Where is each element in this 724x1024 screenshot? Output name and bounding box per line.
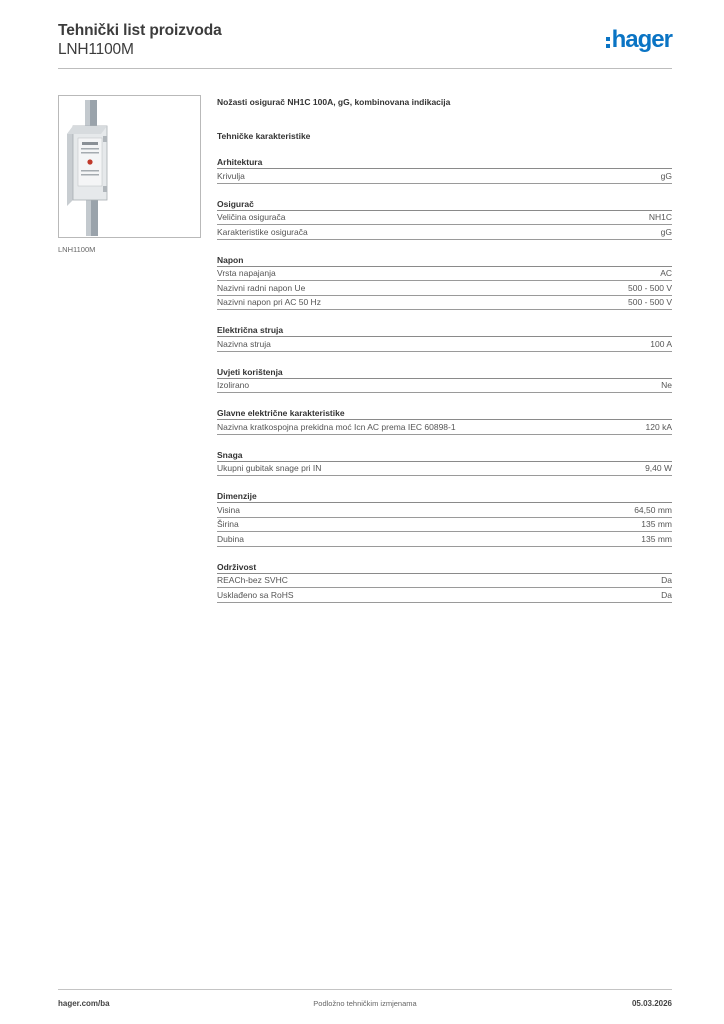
spec-group-title: Dimenzije: [217, 490, 672, 503]
spec-value: 135 mm: [641, 519, 672, 530]
product-image: [58, 95, 201, 238]
spec-label: Dubina: [217, 533, 244, 544]
logo-dots-icon: [606, 37, 610, 48]
spec-group: [217, 156, 672, 184]
spec-row: [217, 462, 672, 477]
spec-label: Visina: [217, 504, 240, 515]
spec-value: 64,50 mm: [634, 504, 672, 515]
footer-disclaimer: Podložno tehničkim izmjenama: [313, 999, 417, 1008]
spec-content: [217, 96, 672, 603]
spec-group-title: Električna struja: [217, 324, 672, 337]
spec-row: [217, 532, 672, 547]
spec-label: Karakteristike osigurača: [217, 226, 308, 237]
logo-text: hager: [611, 26, 672, 53]
spec-group-title: Osigurač: [217, 198, 672, 211]
spec-row: [217, 267, 672, 282]
spec-label: Vrsta napajanja: [217, 268, 276, 279]
spec-label: Krivulja: [217, 170, 245, 181]
spec-group: [217, 449, 672, 477]
spec-value: 500 - 500 V: [628, 297, 672, 308]
spec-group: [217, 366, 672, 394]
spec-label: Veličina osigurača: [217, 212, 286, 223]
image-caption: LNH1100M: [58, 245, 96, 254]
footer-date: 05.03.2026: [631, 999, 672, 1008]
spec-row: [217, 518, 672, 533]
spec-group: [217, 254, 672, 311]
product-code: LNH1100M: [58, 41, 134, 58]
spec-label: Nazivna kratkospojna prekidna moć Icn AC prema IEC 60898-1: [217, 421, 456, 432]
spec-row: [217, 169, 672, 184]
spec-value: 100 A: [650, 338, 672, 349]
spec-row: [217, 379, 672, 394]
spec-label: Usklađeno sa RoHS: [217, 589, 294, 600]
spec-value: 500 - 500 V: [628, 282, 672, 293]
section-heading: Tehničke karakteristike: [217, 131, 311, 141]
spec-group-title: Napon: [217, 254, 672, 267]
spec-value: 9,40 W: [645, 463, 672, 474]
header-divider: [58, 68, 672, 69]
spec-value: gG: [660, 170, 672, 181]
fuse-illustration: [59, 96, 200, 237]
spec-value: 120 kA: [645, 421, 672, 432]
spec-row: [217, 588, 672, 603]
spec-group: [217, 407, 672, 435]
spec-row: [217, 296, 672, 311]
spec-label: REACh-bez SVHC: [217, 575, 288, 586]
spec-row: [217, 574, 672, 589]
spec-row: [217, 337, 672, 352]
spec-group: [217, 198, 672, 240]
spec-value: Ne: [661, 380, 672, 391]
document-title: Tehnički list proizvoda: [58, 22, 222, 39]
spec-label: Ukupni gubitak snage pri IN: [217, 463, 322, 474]
spec-group-title: Održivost: [217, 561, 672, 574]
spec-row: [217, 211, 672, 226]
spec-row: [217, 281, 672, 296]
spec-row: [217, 225, 672, 240]
spec-value: Da: [661, 589, 672, 600]
product-description: Nožasti osigurač NH1C 100A, gG, kombinovana indikacija: [217, 97, 451, 107]
page-footer: [58, 989, 672, 1009]
footer-website: hager.com/ba: [58, 999, 110, 1008]
spec-label: Izolirano: [217, 380, 250, 391]
spec-row: [217, 420, 672, 435]
spec-value: Da: [661, 575, 672, 586]
page-header: [58, 22, 672, 70]
spec-row: [217, 503, 672, 518]
spec-value: AC: [660, 268, 672, 279]
spec-value: gG: [660, 226, 672, 237]
hager-logo: [606, 28, 672, 52]
spec-label: Širina: [217, 519, 239, 530]
spec-group: [217, 561, 672, 603]
spec-group: [217, 324, 672, 352]
spec-value: NH1C: [648, 212, 672, 223]
spec-label: Nazivni radni napon Ue: [217, 282, 306, 293]
spec-group-title: Arhitektura: [217, 156, 672, 169]
spec-value: 135 mm: [641, 533, 672, 544]
spec-group-title: Uvjeti korištenja: [217, 366, 672, 379]
spec-label: Nazivni napon pri AC 50 Hz: [217, 297, 321, 308]
spec-label: Nazivna struja: [217, 338, 271, 349]
spec-group-title: Glavne električne karakteristike: [217, 407, 672, 420]
spec-group-title: Snaga: [217, 449, 672, 462]
spec-group: [217, 490, 672, 547]
spec-groups: [217, 156, 672, 603]
